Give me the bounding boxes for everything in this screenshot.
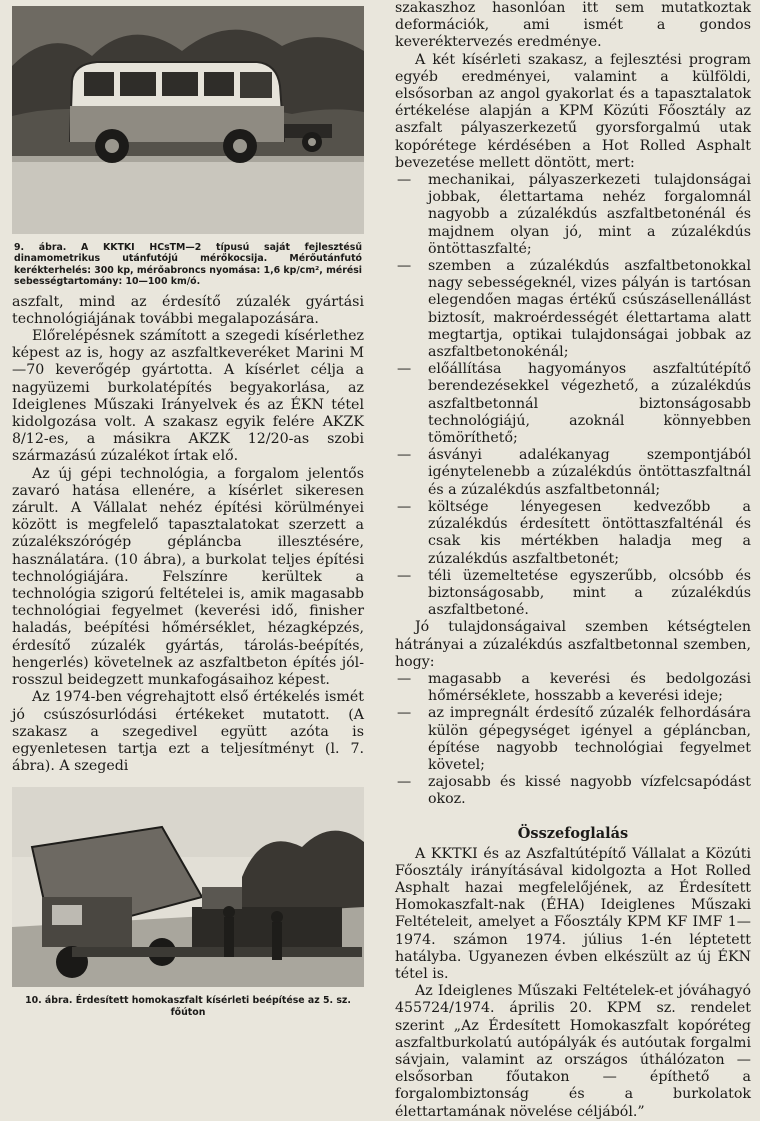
body-paragraph: Előrelépésnek számított a szegedi kísérlethez képest az is, hogy az aszfaltkeveréket Marini M—70 keverőgép gyártotta. A kísérlet célja a nagyüzemi burkolatépítés begyakorlása, az Ideiglenes Műszaki Irányelvek és az ÉKN tétel kidolgozása volt. A szakasz egyik felére AKZK 8/12-es, a másikra AKZK 12/20-as szobi származású zúzalékot írtak elő. xyxy=(12,328,364,465)
advantages-list xyxy=(395,172,751,619)
paving-train-image xyxy=(12,787,364,987)
figure-10-caption: 10. ábra. Érdesített homokaszfalt kísérleti beépítése az 5. sz. főúton xyxy=(25,995,351,1018)
measuring-van-image xyxy=(12,6,364,234)
dash-bullet: — xyxy=(397,172,412,189)
list-item: — ásványi adalékanyag szempontjából igénytelenebb a zúzalékdús öntöttaszfaltnál és a zúzalékdús aszfaltbetonnál; xyxy=(397,447,751,498)
body-paragraph: A két kísérleti szakasz, a fejlesztési program egyéb eredményei, valamint a külföldi, elsősorban az angol gyakorlat és a tapasztalatok értékelése alapján a KPM Közúti Főosztály az aszfalt pályaszerkezetű gyorsforgalmú utak kopórétege kérdésében a Hot Rolled Asphalt bevezetése mellett döntött, mert: xyxy=(395,51,751,171)
body-paragraph: aszfalt, mind az érdesítő zúzalék gyártási technológiájának további megalapozására. xyxy=(12,293,364,327)
list-item: — költsége lényegesen kedvezőbb a zúzalékdús érdesített öntöttaszfalténál és csak kis mértékben haladja meg a zúzalékdús aszfaltbetonét; xyxy=(397,498,751,567)
section-heading: Összefoglalás xyxy=(517,824,629,842)
right-column xyxy=(395,0,751,1121)
list-item: — előállítása hagyományos aszfaltútépítő berendezésekkel végezhető, a zúzalékdús aszfaltbetonnál biztonságosabb technológiájú, azoknál könnyebben tömöríthető; xyxy=(397,361,751,447)
dash-bullet: — xyxy=(397,774,412,791)
list-item: — mechanikai, pályaszerkezeti tulajdonságai jobbak, élettartama nehéz forgalomnál nagyobb a zúzalékdús aszfaltbetonénál és majdnem olyan jó, mint a zúzalékdús öntöttaszfalté; xyxy=(397,172,751,257)
dash-bullet: — xyxy=(397,498,412,515)
body-paragraph: A KKTKI és az Aszfaltútépítő Vállalat a Közúti Főosztály irányításával kidolgozta a Hot Rolled Asphalt hazai megfelelőjének, az Érdesített Homokaszfalt-nak (ÉHA) Ideiglenes Műszaki Feltételeit, amelyet a Főosztály KPM KF IMF 1—1974. számon 1974. július 1-én léptetett hatályba. Ugyanezen évben elkészült az új ÉKN tétel is. xyxy=(395,845,751,982)
figure-10-photo xyxy=(12,787,364,987)
list-item: — magasabb a keverési és bedolgozási hőmérséklete, hosszabb a keverési ideje; xyxy=(397,670,751,705)
dash-bullet: — xyxy=(397,705,412,722)
dash-bullet: — xyxy=(397,361,412,378)
body-paragraph: Az Ideiglenes Műszaki Feltételek-et jóváhagyó 455724/1974. április 20. KPM sz. rendelet szerint „Az Érdesített Homokaszfalt kopóréteg aszfaltburkolatú autópályák és autóutak forgalmi sávjain, valamint az országos úthálózaton — elsősorban főutakon — építhető a forgalombiztonság és a burkolatok élettartamának növelése céljából.” xyxy=(395,983,751,1120)
body-paragraph: Az új gépi technológia, a forgalom jelentős zavaró hatása ellenére, a kísérlet sikeresen zárult. A Vállalat nehéz építési körülményei között is megfelelő tapasztalatokat szerzett a zúzalékszórógép gépláncba illesztésére, használatára. (10 ábra), a burkolat teljes építési technológiájára. Felszínre kerültek a technológia szigorú feltételei is, amik magasabb technológiai fegyelmet (keverési idő, finisher haladás, beépítési hőmérséklet, hézagképzés, érdesítő zúzalék gyártás, tárolás-beépítés, hengerlés) követelnek az aszfaltbeton építés jól-rosszul beidegzett munkafogásaihoz képest. xyxy=(12,465,364,689)
list-item: — az impregnált érdesítő zúzalék felhordására külön gépegységet igényel a gépláncban, építése nagyobb technológiai fegyelmet követel; xyxy=(397,705,751,773)
left-column xyxy=(12,0,364,1024)
body-paragraph: szakaszhoz hasonlóan itt sem mutatkoztak deformációk, ami ismét a gondos keveréktervezés eredménye. xyxy=(395,0,751,51)
drawbacks-list xyxy=(395,671,751,809)
figure-9-caption: 9. ábra. A KKTKI HCsTM—2 típusú saját fejlesztésű dinamometrikus utánfutójú mérőkocsija. Mérőutánfutó kerékterhelés: 300 kp, mérőabroncs nyomása: 1,6 kp/cm², mérési sebességtartomány: 10—100 km/ó. xyxy=(14,242,362,288)
dash-bullet: — xyxy=(397,258,412,275)
dash-bullet: — xyxy=(397,447,412,464)
figure-9-photo xyxy=(12,6,364,234)
drawbacks-intro: Jó tulajdonságaival szemben kétségtelen hátrányai a zúzalékdús aszfaltbetonnal szemben, hogy: xyxy=(395,619,751,670)
list-item: — szemben a zúzalékdús aszfaltbetonokkal nagy sebességeknél, vizes pályán is tartósan elegendően magas értékű csúszásellenállást biztosít, makroérdességét élettartama alatt megtartja, optikai tulajdonságai jobbak az aszfaltbetonokénál; xyxy=(397,258,751,361)
dash-bullet: — xyxy=(397,670,412,687)
dash-bullet: — xyxy=(397,567,412,584)
list-item: — téli üzemeltetése egyszerűbb, olcsóbb és biztonságosabb, mint a zúzalékdús aszfaltbetoné. xyxy=(397,567,751,619)
list-item: — zajosabb és kissé nagyobb vízfelcsapódást okoz. xyxy=(397,774,751,808)
body-paragraph: Az 1974-ben végrehajtott első értékelés ismét jó csúszósurlódási értékeket mutatott. (A szakasz a szegedivel együtt azóta is egyenletesen tartja ezt a teljesítményt (l. 7. ábra). A szegedi xyxy=(12,689,364,775)
